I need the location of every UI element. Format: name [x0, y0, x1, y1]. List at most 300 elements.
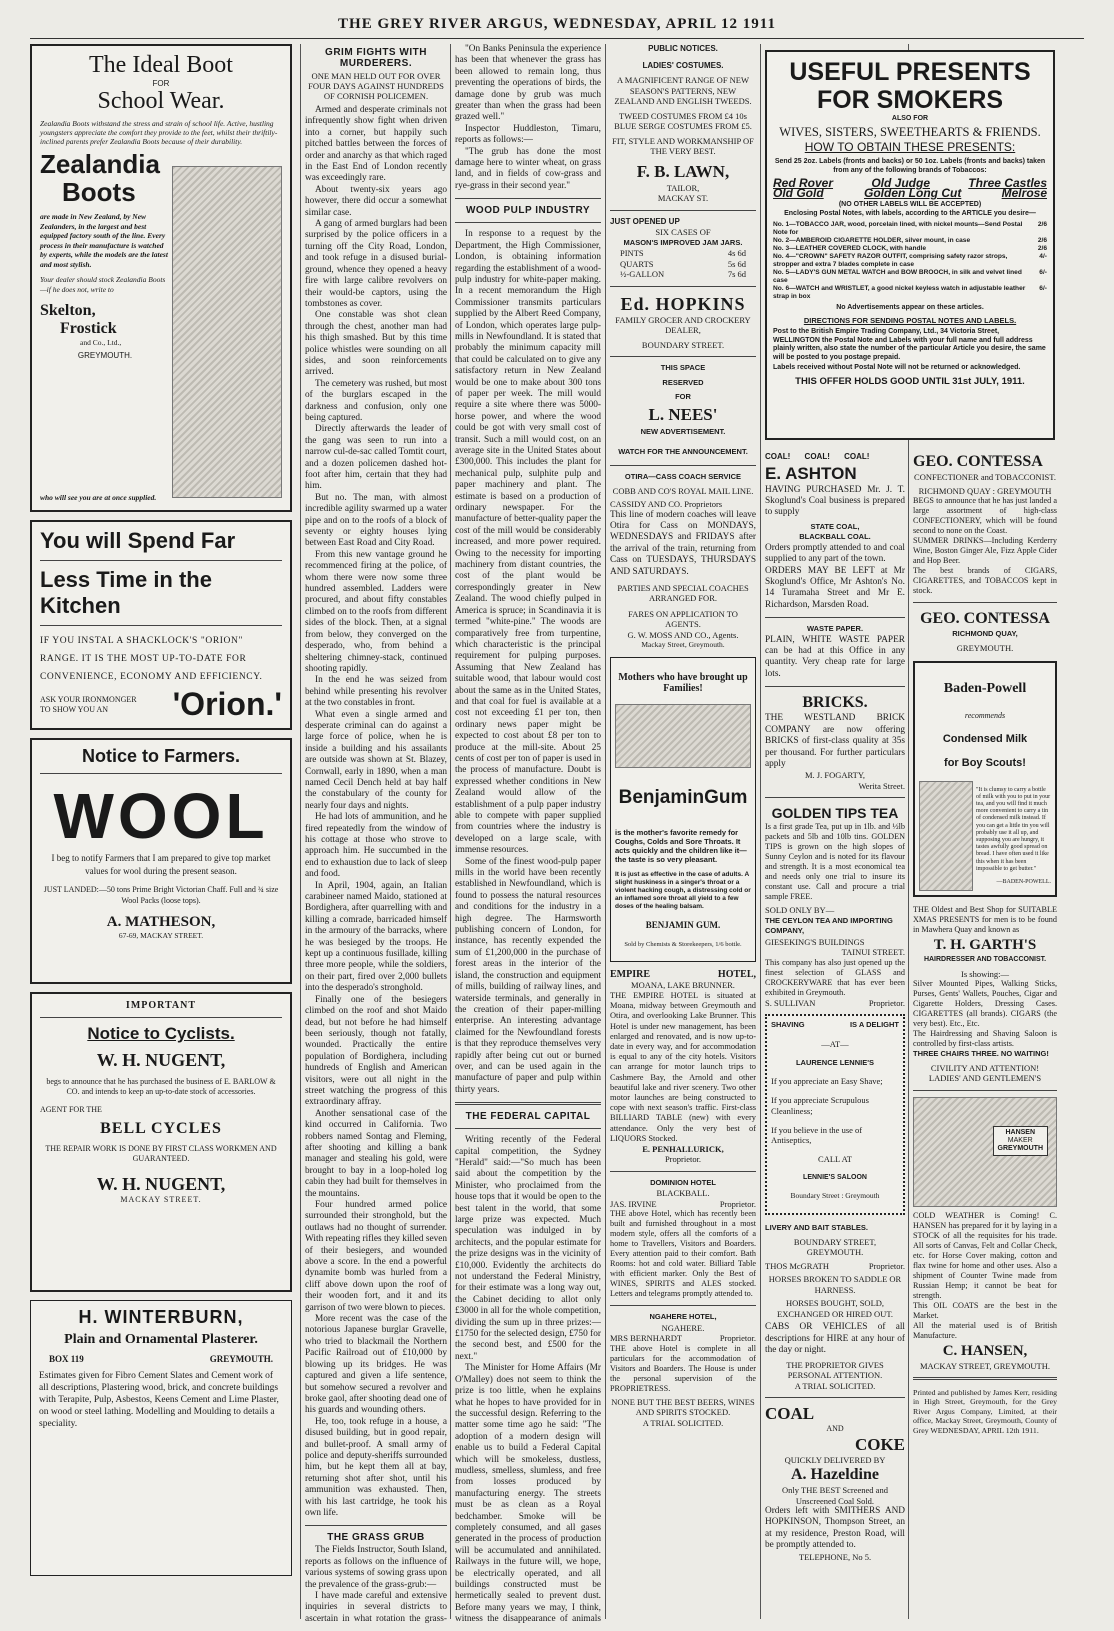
presents-item — [773, 253, 1047, 269]
empire-name: E. PENHALLURICK, — [642, 1143, 724, 1154]
rule — [40, 560, 282, 561]
nugent-street: MACKAY STREET. — [120, 1195, 202, 1204]
paragraph: Armed and desperate criminals not infrequently show fight when driven into a corner, but happily such pitched battles between the forces of order and anarchy as that which raged in the East End of London recently was exceedingly rare. — [305, 105, 447, 184]
presents-item-text: No. 4—"CROWN" SAFETY RAZOR OUTFIT, comprising safety razor strops, stropper and extra 7 blades complete in case — [773, 253, 1008, 268]
rule — [610, 356, 756, 357]
rule — [913, 1090, 1057, 1091]
paragraph: The Fields Instructor, South Island, reports as follows on the influence of various systems of sowing grass upon the prevalence of the grass-grub:— — [305, 1545, 447, 1590]
hansen-sign-3: GREYMOUTH — [997, 1144, 1043, 1152]
boot-description: are made in New Zealand, by New Zealanders, in the largest and best equipped factory south of the line. Every process in their manufacture is watched by experts, while the models are the latest and most stylish. — [40, 212, 168, 269]
presents-directions: DIRECTIONS FOR SENDING POSTAL NOTES AND LABELS. — [803, 316, 1017, 325]
rule — [765, 617, 905, 618]
cyclists-text: begs to announce that he has purchased the business of E. BARLOW & CO. and intends to keep an up-to-date stock of accessories. — [46, 1077, 276, 1096]
nees-reserved: RESERVED — [662, 377, 704, 387]
paragraph: Some of the finest wood-pulp paper mills in the world have been recently established in Newfoundland, which is found to possess the natural resources and conditions for the industry in a high degree. The Harmsworth publishing concern of London, for instance, has recently expended the sum of £1,200,000 in the purchase of forest areas in the interior of the island, the construction and equipment of mills, building of railway lines, and waterside terminals, and generally in the creation of their paper-milling enterprise. An interesting advantage claimed for the Newfoundland forests is that they reproduce themselves very rapidly after being cut out or burned over, and can be used again in the manufacture of paper and pulp within thirty years. — [455, 856, 601, 1095]
rule — [40, 773, 282, 774]
jars-row-label: ½-GALLON — [620, 269, 665, 279]
paragraph: What even a single armed and desperate criminal can do against a large force of police, when he is inside a building and his assailants are outside was shown at St. Blazey, Cornwall, early in 1890, when a man named Cecil Dench held at bay half the constabulary of the county for nearly four days and nights. — [305, 709, 447, 811]
ashton-coal-ad — [765, 452, 905, 611]
coal-banner: COAL! COAL! COAL! — [765, 452, 870, 461]
presents-item — [773, 221, 1047, 237]
livery-t4: THE PROPRIETOR GIVES PERSONAL ATTENTION. — [786, 1359, 884, 1381]
ngahere-none: NONE BUT THE BEST BEERS, WINES AND SPIRITS STOCKED. — [611, 1396, 755, 1418]
milk-recommends: recommends — [964, 711, 1006, 720]
lawn-street: MACKAY ST. — [657, 193, 709, 203]
paragraph: "The grub has done the most damage here to winter wheat, on grass land, and in fields of cow-grass and rye-grass in their second year." — [455, 146, 601, 191]
coach-service-ad — [610, 472, 756, 651]
agent-label: AGENT FOR THE — [40, 1105, 102, 1114]
rule — [40, 625, 282, 626]
paragraph: "On Banks Peninsula the experience has been that whenever the grass has been allowed to remain long, thus preventing the operations of birds, the damage done by grub was much greater than when the grass had been grazed well." — [455, 44, 601, 123]
grim-subhead: ONE MAN HELD OUT FOR OVER FOUR DAYS AGAINST HUNDREDS OF CORNISH POLICEMEN. — [308, 71, 444, 101]
winterburn-text: Estimates given for Fibro Cement Slates and Cement work of all descriptions, Plastering wood, brick, and concrete buildings with Terapite, Pulp, Asbestos, Keens Cement and Lime Plaster, on wood or steel lathing. Modelling and Moulding to details a speciality. — [39, 1371, 279, 1429]
presents-item-price: 6/- — [1039, 285, 1047, 292]
bricks-name: M. J. FOGARTY, — [804, 770, 866, 781]
livery-t1: HORSES BROKEN TO SADDLE OR HARNESS. — [768, 1274, 902, 1295]
mother-illustration — [615, 704, 751, 768]
federal-capital-headline: THE FEDERAL CAPITAL — [465, 1111, 591, 1123]
rule — [455, 1128, 601, 1129]
paragraph: More recent was the case of the notorious Japanese burglar Gravelle, who tried to blackmail the Northern Pacific Railroad out of £10,000 by blowing up its bridges. He was captured and given a life sentence, but somehow secured a revolver and broke gaol, after shooting dead one of his guards and wounding others. — [305, 1314, 447, 1416]
tea-head: GOLDEN TIPS TEA — [771, 805, 899, 822]
presents-h2: FOR SMOKERS — [816, 86, 1004, 114]
paragraph: About twenty-six years ago however, there did occur a somewhat similar case. — [305, 184, 447, 218]
hopkins-street: BOUNDARY STREET. — [641, 339, 725, 350]
paragraph: The cemetery was rushed, but most of the burglars escaped in the darkness and confusion, only one being captured. — [305, 378, 447, 423]
gum-sold: Sold by Chemists & Storekeepers, 1/6 bottle. — [624, 940, 742, 948]
presents-noads: No Advertisements appear on these articles. — [836, 304, 984, 311]
tea-text: Is a first grade Tea, put up in 1lb. and ½lb packets and 5lb and 10lb tins. GOLDEN TIPS is grown on the high slopes of Sunny Ceylon and is noted for its flavour and strength. It is a most economical tea and needs only one trial to insure its constant use. Call and procure a trial sample FREE. — [765, 822, 905, 902]
jars-row-label: PINTS — [620, 248, 644, 258]
dominion-proprietor: Proprietor. — [719, 1198, 756, 1209]
boot-headline: The Ideal Boot — [89, 52, 233, 78]
boots-brand: Boots — [62, 177, 136, 207]
hazeldine-and: AND — [826, 1424, 844, 1434]
livery-street: BOUNDARY STREET, GREYMOUTH. — [793, 1236, 877, 1258]
empire-location: MOANA, LAKE BRUNNER. — [631, 980, 735, 991]
orion-range-ad — [30, 520, 292, 730]
ngahere-trial: A TRIAL SOLICITED. — [642, 1417, 724, 1428]
scout-illustration — [919, 781, 973, 891]
shaving-ad — [765, 1014, 905, 1215]
winterburn-ad — [30, 1300, 292, 1576]
ngahere-name: MRS BERNHARDT — [610, 1333, 683, 1344]
wool-title: Notice to Farmers. — [81, 746, 241, 766]
gum-name: BENJAMIN GUM. — [645, 920, 721, 931]
important-label: IMPORTANT — [125, 1000, 197, 1011]
contessa-cigars: The best brands of CIGARS, CIGARETTES, and TOBACCOS kept in stock. — [913, 566, 1057, 595]
paragraph: But no. The man, with almost incredible agility swarmed up a water pipe and on to the roofs of a block of seventy or eighty houses lying between East Road and City Road. — [305, 492, 447, 549]
hazeldine-t1: Only THE BEST Screened and Unscreened Coal Sold. — [782, 1485, 888, 1506]
coach-fares: FARES ON APPLICATION TO AGENTS. — [628, 608, 738, 630]
garth-hair: The Hairdressing and Shaving Saloon is controlled by first-class artists. — [913, 1029, 1057, 1048]
bell-cycles: BELL CYCLES — [100, 1120, 222, 1137]
bricks-ad — [765, 693, 905, 791]
hazeldine-name: A. Hazeldine — [791, 1466, 879, 1484]
masthead — [0, 16, 1114, 33]
hazeldine-quickly: QUICKLY DELIVERED BY — [784, 1454, 886, 1465]
orion-ask: ASK YOUR IRONMONGER TO SHOW YOU AN — [40, 694, 137, 714]
orion-brand: 'Orion.' — [172, 686, 282, 722]
column-rule — [605, 44, 606, 1619]
nees-ad — [610, 363, 756, 459]
empire-h2: HOTEL, — [717, 968, 756, 980]
costumes-fit: FIT, STYLE AND WORKMANSHIP OF THE VERY BEST. — [612, 135, 754, 156]
shaving-h1: SHAVING — [771, 1020, 805, 1030]
brand-golden-long-cut: Golden Long Cut — [864, 186, 962, 200]
rule — [455, 222, 601, 223]
jars-brand: MASON'S IMPROVED JAM JARS. — [623, 237, 743, 247]
jars-head: JUST OPENED UP — [610, 216, 680, 226]
winterburn-trade: Plain and Ornamental Plasterer. — [64, 1332, 258, 1347]
matheson-name: A. MATHESON, — [106, 914, 216, 930]
presents-item-price: 2/6 — [1037, 237, 1047, 244]
livery-name: THOS McGRATH — [765, 1260, 829, 1271]
rule — [913, 1377, 1057, 1380]
paragraph: From this new vantage ground he recommenced firing at the police, of whom there were now some three hundred assembled. Ladders were procured, and about fifty constables climbed on to the roofs from different sides of the block. Then, at a signal from below, they converged on the desperado, who, from behind a sheltering chimney-stack, continued shooting rapidly. — [305, 549, 447, 674]
ashton-text: HAVING PURCHASED Mr. J. T. Skoglund's Coal business is prepared to supply — [765, 484, 905, 518]
nees-space: THIS SPACE — [660, 363, 706, 372]
shaving-street: Boundary Street : Greymouth — [790, 1191, 880, 1201]
waste-paper-ad — [765, 624, 905, 680]
presents-post: Post to the British Empire Trading Company, Ltd., 34 Victoria Street, WELLINGTON the Postal Note and Labels with your full name and full address plainly written, also state the number of the particular Article you desire, the same will be posted to you postage prepaid. — [773, 328, 1046, 361]
coach-parties: PARTIES AND SPECIAL COACHES ARRANGED FOR. — [617, 582, 749, 604]
presents-who: WIVES, SISTERS, SWEETHEARTS & FRIENDS. — [779, 125, 1041, 139]
milk-for: for Boy Scouts! — [944, 756, 1026, 769]
livery-ad — [765, 1223, 905, 1391]
column-1 — [30, 44, 292, 1624]
costumes-tweed: TWEED COSTUMES FROM £4 10s — [619, 110, 747, 121]
paragraph: Inspector Huddleston, Timaru, reports as follows:— — [455, 123, 601, 146]
contessa-ad-2 — [913, 609, 1057, 653]
tea-buildings: GIESEKING'S BUILDINGS — [765, 936, 865, 947]
gum-text-1: is the mother's favorite remedy for Coughs, Colds and Sore Throats. It acts quickly and the children like it—the taste is so very pleasant. — [615, 827, 747, 864]
presents-item-text: No. 6—WATCH and WRISTLET, a good nickel keyless watch in adjustable leather strap in box — [773, 285, 1026, 300]
contessa-town-2: GREYMOUTH. — [956, 642, 1014, 653]
gum-text-2: It is just as effective in the case of adults. A slight huskiness in a singer's throat or a violent hacking cough, a distressing cold or an inflamed sore throat all yield to a few doses of the healing balsam. — [615, 871, 751, 911]
boot-for: FOR — [152, 79, 170, 88]
paragraph: A gang of armed burglars had been surprised by the police officers in a turning off the City Road, London, and took refuge in a disused burial-ground, whence they opened a heavy fire with large calibre revolvers on their would-be captors, using the tombstones as cover. — [305, 219, 447, 309]
paragraph: The Minister for Home Affairs (Mr O'Malley) does not seem to think the prize is too little, when he explains what he hopes to have provided for in the successful design. Referring to the matter some time ago he said: "The adoption of a modern design will enable us to build a Federal Capital which will be smokeless, dustless, mudless, smelless, slumless, and free from losses produced by manufacturing energy. The streets must be as clean as a Royal bedchamber. Smoke will be completely consumed, and all gases generated in the process of production will be accumulated and annihilated. Railways in the future will, we hope, be electrically operated, and all buildings constructed must be hermetically sealed to prevent dust. Before many years we may, I think, witness the disappearance of animals — [455, 1363, 601, 1624]
tea-sullivan: S. SULLIVAN — [765, 997, 816, 1008]
brand-red-rover: Red Rover — [773, 176, 834, 190]
waste-head: WASTE PAPER. — [806, 624, 864, 634]
boot-town: GREYMOUTH. — [77, 351, 133, 360]
shaving-call: CALL AT — [818, 1154, 852, 1165]
costumes-range: A MAGNIFICENT RANGE OF NEW SEASON'S PATTERNS, NEW ZEALAND AND ENGLISH TWEEDS. — [614, 75, 752, 106]
rule — [610, 465, 756, 466]
coach-agent: G. W. MOSS AND CO., Agents. — [627, 629, 739, 640]
contessa-text: BEGS to announce that he has just landed a large assortment of high-class CONFECTIONERY, which will be found second to none on the Coast. — [913, 496, 1057, 535]
jars-row-label: QUARTS — [620, 258, 654, 269]
presents-item-price: 4/- — [1039, 253, 1047, 260]
company-suffix: and Co., Ltd., — [80, 338, 122, 347]
presents-item-price: 2/6 — [1037, 245, 1047, 252]
milk-signature: —BADEN-POWELL. — [996, 878, 1051, 885]
hansen-ad — [913, 1097, 1057, 1372]
shaving-name: LAURENCE LENNIE'S — [795, 1058, 875, 1068]
paragraph: Directly afterwards the leader of the gang was seen to run into a narrow cul-de-sac called Tomtit court, and a dozen policemen dashed hot-foot after him, certain that they had him. — [305, 424, 447, 492]
presents-item-price: 6/- — [1039, 269, 1047, 276]
hansen-text: COLD WEATHER is Coming! C. HANSEN has prepared for it by laying in a STOCK of all the requisites for his trade. All sorts of Canvas, Felt and Collar Check, etc. for Horse Cover making, cotton and flax twine for home and other uses. Also a shipment of Counter Twine made from Russian Hemp; it cannot be beat for strength. — [913, 1210, 1057, 1300]
zealandia-brand: Zealandia — [40, 149, 160, 179]
column-rule — [450, 44, 451, 1619]
matheson-address: 67-69, MACKAY STREET. — [118, 931, 204, 940]
rule — [610, 1305, 756, 1306]
highlander-milk-ad — [913, 661, 1057, 897]
rule — [610, 1171, 756, 1172]
hansen-oil: This OIL COATS are the best in the Market. — [913, 1300, 1057, 1320]
ngahere-hotel-ad — [610, 1312, 756, 1428]
grass-grub-article — [305, 1545, 447, 1624]
ashton-state: STATE COAL, — [810, 521, 860, 531]
column-rule — [300, 44, 301, 1619]
schoolgirl-illustration — [172, 166, 282, 498]
grass-grub-headline: THE GRASS GRUB — [327, 1532, 425, 1544]
hazeldine-coke: COKE — [854, 1434, 905, 1454]
jam-jars-ad — [610, 217, 756, 280]
hansen-material: All the material used is of British Manufacture. — [913, 1320, 1057, 1340]
ashton-blackball: BLACKBALL COAL. — [799, 532, 871, 542]
wood-pulp-headline: WOOD PULP INDUSTRY — [465, 205, 590, 217]
coach-sub: COBB AND CO'S ROYAL MAIL LINE. — [612, 485, 754, 496]
paragraph: Four hundred armed police surrounded their stronghold, but the outlaws had no thought of surrender. With repeating rifles they killed seven of their besiegers, and wounded above a score. In the end a powerful dynamite bomb was hurled from a cliff above down upon the roof of their wooden fort, and it and its garrison of two were blown to pieces. — [305, 1200, 447, 1313]
presents-item-text: No. 5—LADY'S GUN METAL WATCH and BOW BROOCH, in silk and velvet lined case — [773, 269, 1022, 284]
presents-item — [773, 285, 1047, 301]
livery-trial: A TRIAL SOLICITED. — [794, 1380, 876, 1391]
jars-row-price: 5s 6d — [727, 258, 746, 269]
federal-capital-article — [455, 1135, 601, 1624]
public-notices-label: PUBLIC NOTICES. — [648, 44, 718, 53]
boot-footer: who will see you are at once supplied. — [40, 493, 157, 502]
presents-received: Labels received without Postal Note will not be returned or acknowledged. — [773, 364, 1021, 371]
tea-company: THE CEYLON TEA AND IMPORTING COMPANY, — [765, 915, 893, 936]
cyclists-notice-ad — [30, 992, 292, 1292]
dominion-name: JAS. IRVINE — [610, 1198, 657, 1209]
presents-items-list — [773, 221, 1047, 301]
nugent-name-2: W. H. NUGENT, — [96, 1174, 226, 1194]
nees-watch: WATCH FOR THE ANNOUNCEMENT. — [618, 447, 748, 456]
rule — [40, 1017, 282, 1018]
frostick-name: Frostick — [60, 320, 117, 337]
presents-item — [773, 237, 1047, 245]
costumes-title: LADIES' COSTUMES. — [642, 60, 724, 70]
nugent-name: W. H. NUGENT, — [96, 1050, 226, 1070]
grim-article — [305, 105, 447, 1519]
masthead-title: THE GREY RIVER ARGUS, WEDNESDAY, APRIL 12 1911 — [338, 16, 776, 32]
paragraph: In response to a request by the Department, the High Commissioner, London, is obtaining information regarding the establishment of a wood-pulp industry for white-paper making. In a recent memorandum the High Commissioner transmits particulars supplied by the Albert Reed Company, of London, which operates large pulp-mills in Newfoundland. It is stated that probably the minimum capacity mill that could be calculated on to give any satisfactory return in New Zealand would be one to make about 300 tons of paper per week. The mill would require a site where there was 5000-horse power, and where the wood could be got with very small cost of transit. Such a mill would cost, on an average site in the United States about £300,000. This includes the plant for mechanical pulp, sulphite pulp and paper machinery and plant. The estimate is based on a production of ordinary newspaper. For the manufacture of better-quality paper the cost of the mill would be considerably increased, and more power required. Owing to the necessity for importing machinery from distant countries, the cost of the plant would be correspondingly greater in New Zealand. The wood chiefly pulped in America is spruce; in Scandinavia it is termed "white-pine." The woods are comparatively free from turpentine, which characteristic is the principal requirement for pulping purposes. Assuming that New Zealand has suitable wood, that labour would cost about the same as in the United States, and that coal for fuel is available at a cost not exceeding £1 per ton, then ordinary news paper might be expected to cost about £8 per ton to produce at the mill-site. About 25 cents of cost per ton of paper is used in the process of manufacture. Doubt is expressed whether conditions in New Zealand would allow of the establishment of a pulp paper industry able to compete with paper supplied from countries where the industry is developed on a large scale, with immense resources. — [455, 229, 601, 856]
garth-show: Is showing:— — [961, 968, 1009, 979]
presents-how: HOW TO OBTAIN THESE PRESENTS: — [804, 140, 1016, 154]
contessa-address: RICHMOND QUAY : GREYMOUTH — [918, 485, 1052, 496]
hazeldine-coal: COAL — [765, 1404, 815, 1424]
coach-head: OTIRA—CASS COACH SERVICE — [624, 472, 742, 481]
shaving-saloon: LENNIE'S SALOON — [803, 1174, 867, 1182]
contessa-name: GEO. CONTESSA — [913, 453, 1043, 470]
nees-new-ad: NEW ADVERTISEMENT. — [640, 426, 726, 436]
column-3 — [455, 44, 601, 1624]
hansen-sign-1: HANSEN — [1005, 1128, 1036, 1136]
dominion-text: THE above Hotel, which has recently been built and furnished throughout in a most modern style, offers all the comforts of a home to Travellers, Visitors and Boarders. Every attention paid to their comfort. Bath Rooms: hot and cold water. Billiard Table with efficient marker. Only the Best of WINES, SPIRITS and ALES stocked. Letters and telegrams promptly attended to. — [610, 1209, 756, 1299]
livery-proprietor: Proprietor. — [868, 1260, 905, 1271]
dominion-hotel-ad — [610, 1178, 756, 1300]
column-rule — [760, 44, 761, 1619]
orion-text: IF YOU INSTAL A SHACKLOCK'S "ORION" RANGE. IT IS THE MOST UP-TO-DATE FOR CONVENIENCE, ECONOMY AND EFFICIENCY. — [40, 636, 263, 682]
orion-headline-2: Less Time in the Kitchen — [40, 567, 212, 618]
empire-h1: EMPIRE — [610, 968, 650, 980]
rule — [455, 198, 601, 199]
garth-name: T. H. GARTH'S — [933, 937, 1037, 953]
shaving-t3: If you believe in the use of Antiseptics, — [771, 1124, 863, 1146]
costumes-serge: BLUE SERGE COSTUMES FROM £5. — [614, 121, 752, 131]
rule — [455, 1102, 601, 1105]
presents-item — [773, 245, 1047, 253]
wool-big: WOOL — [53, 780, 269, 852]
shaving-t1: If you appreciate an Easy Shave; — [771, 1076, 883, 1087]
hazeldine-t2: Orders left with SMITHERS AND HOPKINSON, Thompson Street, an at my residence, Preston Road, will be promptly attended to. — [765, 1506, 905, 1551]
ngahere-head: NGAHERE HOTEL, — [649, 1312, 717, 1322]
nees-for: FOR — [675, 392, 691, 401]
rule — [610, 210, 756, 211]
gum-top: Mothers who have brought up Families! — [618, 671, 748, 694]
rule — [765, 1397, 905, 1398]
garth-civility: CIVILITY AND ATTENTION! — [930, 1062, 1040, 1073]
paragraph: He had lots of ammunition, and he fired repeatedly from the window of his cottage at those who strove to approach him. He succumbed in the end to exhaustion due to lack of sleep and food. — [305, 812, 447, 880]
hansen-signboard — [993, 1126, 1049, 1156]
winterburn-town: GREYMOUTH. — [209, 1354, 273, 1364]
wood-pulp-article — [455, 229, 601, 1096]
paragraph: Writing recently of the Federal capital competition, the Sydney "Herald" said:—"So much has been said about the competition by the Minister, who proclaimed from the house tops that it would be open to the best talent in the world, that some large prize was expected. Much speculation was indulged in by architects, and the popular estimate for the prize designs was in the vicinity of £10,000. Evidently the architects do not understand the Federal Ministry, for their estimate was a long way out, the Cabinet deciding to allot only £3000 in all for the whole competition, dividing the sum up in three prizes:—£1750 for the selected design, £750 for the second best, and £500 for the next." — [455, 1135, 601, 1362]
tea-sold: SOLD ONLY BY— — [765, 905, 835, 916]
ladies-costumes-ad — [610, 44, 756, 204]
rule — [913, 602, 1057, 603]
lawn-trade: TAILOR, — [666, 182, 700, 193]
garth-trade: HAIRDRESSER AND TOBACCONIST. — [923, 956, 1047, 963]
shaving-at: —AT— — [821, 1039, 849, 1050]
winterburn-box: BOX 119 — [49, 1354, 84, 1364]
brand-old-gold: Old Gold — [773, 186, 824, 200]
hopkins-name: Ed. HOPKINS — [620, 293, 746, 314]
lawn-name: F. B. LAWN, — [636, 161, 730, 181]
tea-proprietor: Proprietor. — [868, 997, 905, 1008]
column-5 — [765, 452, 905, 1624]
contessa-trade: CONFECTIONER and TOBACCONIST. — [914, 472, 1056, 482]
skelton-name: Skelton, — [40, 302, 96, 319]
cyclists-title: Notice to Cyclists. — [87, 1024, 235, 1043]
garth-three: THREE CHAIRS THREE. NO WAITING! — [913, 1049, 1049, 1058]
wool-landed: JUST LANDED:—50 tons Prime Bright Victorian Chaff. Full and ¾ size Wool Packs (loose tops). — [43, 885, 279, 905]
brand-old-judge: Old Judge — [871, 176, 930, 190]
masthead-rule — [30, 38, 1084, 39]
wool-text: I beg to notify Farmers that I am prepared to give top market values for wool during the present season. — [51, 853, 271, 876]
garth-ad — [913, 905, 1057, 1084]
presents-enclose: Enclosing Postal Notes, with labels, according to the ARTICLE you desire— — [784, 210, 1036, 217]
milk-top: Baden-Powell — [943, 681, 1027, 696]
contessa-name-2: GEO. CONTESSA — [920, 610, 1050, 627]
jars-row-price: 4s 6d — [727, 248, 746, 258]
presents-holds: THIS OFFER HOLDS GOOD UNTIL 31st JULY, 1911. — [795, 375, 1025, 387]
orion-headline-1: You will Spend Far — [40, 528, 236, 553]
column-2 — [305, 44, 447, 1624]
presents-h1: USEFUL PRESENTS — [789, 58, 1031, 86]
gum-brand: BenjaminGum — [618, 786, 748, 808]
shaving-h2: IS A DELIGHT — [849, 1020, 899, 1030]
tea-crockery: This company has also just opened up the finest selection of GLASS and CROCKERYWARE that has ever been exhibited in Greymouth. — [765, 957, 905, 997]
contessa-address-2: RICHMOND QUAY, — [952, 629, 1018, 638]
ashton-orders: Orders promptly attended to and coal supplied to any part of the town. — [765, 542, 905, 565]
coach-proprietors: CASSIDY AND CO. Proprietors — [610, 499, 723, 509]
golden-tips-ad — [765, 804, 905, 1008]
waste-text: PLAIN, WHITE WASTE PAPER can be had at this Office in any quantity. Very cheap rate for large lots. — [765, 634, 905, 679]
winterburn-name: H. WINTERBURN, — [78, 1307, 244, 1327]
milk-brand: Condensed Milk — [942, 732, 1028, 745]
hansen-street: MACKAY STREET, GREYMOUTH. — [919, 1360, 1051, 1371]
paragraph: Another sensational case of the kind occurred in California. Two robbers named Sontag and Fleming, after shooting and killing a bank manager and stealing his gold, were brought to bay in a loop-holed log cabin they had built for themselves in the mountains. — [305, 1108, 447, 1199]
livery-head: LIVERY AND BAIT STABLES. — [765, 1223, 868, 1233]
hopkins-trade: FAMILY GROCER AND CROCKERY DEALER, — [615, 314, 751, 335]
garth-text: THE Oldest and Best Shop for SUITABLE XMAS PRESENTS for men is to be found in Mawhera Quay and known as — [913, 905, 1057, 934]
coach-address: Mackay Street, Greymouth. — [641, 640, 725, 650]
hazeldine-ad — [765, 1404, 905, 1562]
paragraph: In the end he was seized from behind while presenting his revolver at the two constables in front. — [305, 675, 447, 709]
bricks-head: BRICKS. — [802, 694, 868, 712]
bricks-street: Werita Street. — [858, 780, 905, 791]
column-6 — [913, 452, 1057, 1624]
brand-three-castles: Three Castles — [968, 176, 1047, 190]
rule — [305, 1525, 447, 1526]
rule — [765, 686, 905, 687]
rule — [765, 797, 905, 798]
boot-intro: Zealandia Boots withstand the stress and strain of school life. Active, hustling youngsters appreciate the comfort they provide to the feet, whilst their thriftily-inclined parents prefer Zealandia Boots because of their durability. — [40, 119, 278, 146]
boot-headline-2: School Wear. — [97, 88, 225, 114]
presents-item — [773, 269, 1047, 285]
empire-proprietor: Proprietor. — [664, 1154, 702, 1165]
grass-grub-continued — [455, 44, 601, 192]
garth-ladies: LADIES' AND GENTLEMEN'S — [928, 1073, 1042, 1083]
presents-send: Send 25 2oz. Labels (fronts and backs) or 50 1oz. Labels (fronts and backs) taken from any of the following brands of Tobaccos: — [774, 158, 1046, 174]
column-4 — [610, 44, 756, 1624]
rule — [610, 286, 756, 287]
printer-imprint: Printed and published by James Kerr, residing in High Street, Greymouth, for the Grey River Argus Company, Limited, at their office, Mackay Street, Greymouth, County of Grey WEDNESDAY, APRIL 12th 1911. — [913, 1387, 1057, 1435]
paragraph: Finally one of the besiegers climbed on the roof and shot Maido dead, but not before he had himself been seriously, though not fatally, wounded. Practically the entire population of Bordighera, including hundreds of English and American visitors, were out all night in the street watching the progress of this extraordinary affray. — [305, 994, 447, 1108]
coach-text: This line of modern coaches will leave Otira for Cass on MONDAYS, WEDNESDAYS and FRIDAYS after the arrival of the train, returning from Cass on TUESDAYS, THURSDAYS AND SATURDAYS. — [610, 509, 756, 577]
paragraph: In April, 1904, again, an Italian carabineer named Maido, stationed at Bordighera, after quarrelling with and killing a comrade, barricaded himself in the armoury of the barracks, where he was besieged by the troops. He kept up a continuous fusillade, killing three more people, while the soldiers, on their part, fired over 2,000 bullets into the desperado's stronghold. — [305, 880, 447, 994]
hopkins-ad — [610, 293, 756, 351]
zealandia-boot-ad — [30, 44, 292, 512]
ngahere-text: THE above Hotel is complete in all particulars for the accommodation of Visitors and Boarders. The House is under the personal supervision of the PROPRIETRESS. — [610, 1343, 756, 1393]
grim-headline: GRIM FIGHTS WITH MURDERERS. — [325, 47, 427, 69]
brand-melrose: Melrose — [1001, 186, 1047, 200]
nees-name: L. NEES' — [648, 404, 718, 424]
contessa-ad — [913, 452, 1057, 596]
milk-quote: "It is clumsy to carry a bottle of milk with you to put in your tea, and you will find it much more convenient to carry a tin of condensed milk instead. If you can get a little tin you will probably use it all up, and supposing you are hungry, it tastes awfully good spread on bread. I have often used it like this when it has been impossible to get butter." — [976, 786, 1051, 872]
useful-presents-ad — [765, 50, 1055, 440]
ngahere-town: NGAHERE. — [661, 1322, 705, 1333]
presents-item-text: No. 1—TOBACCO JAR, wood, porcelain lined, with nickel mounts—Send Postal Note for — [773, 221, 1023, 236]
horse-cover-illustration — [913, 1097, 1057, 1207]
empire-hotel-ad — [610, 970, 756, 1165]
jars-row-price: 7s 6d — [727, 269, 746, 279]
ashton-name: E. ASHTON — [765, 463, 857, 483]
paragraph: I have made careful and extensive inquiries in several districts to ascertain in what rotation the grass- — [305, 1591, 447, 1624]
ngahere-proprietor: Proprietor. — [719, 1333, 756, 1344]
repair-text: THE REPAIR WORK IS DONE BY FIRST CLASS WORKMEN AND GUARANTEED. — [45, 1144, 277, 1163]
ashton-orders-left: ORDERS MAY BE LEFT at Mr Skoglund's Office, Mr Ashton's No. 14 Turamaha Street and Mr E. Richardson, Marsden Road. — [765, 565, 905, 610]
presents-also: ALSO FOR — [891, 115, 929, 122]
garth-goods: Silver Mounted Pipes, Walking Sticks, Purses, Gents' Wallets, Pouches, Cigar and Cigarette Holders, Dressing Cases. CIGARETTES (all brands). CIGARS (the very best). Etc., Etc. — [913, 979, 1057, 1028]
contessa-drinks: SUMMER DRINKS—Including Kerderry Wine, Boston Ginger Ale, Fizz Apple Cider and Hop Beer. — [913, 536, 1057, 565]
paragraph: One constable was shot clean through the chest, another man had his thigh smashed. But by this time police whistles were sounding on all sides, and soon reinforcements arrived. — [305, 310, 447, 378]
